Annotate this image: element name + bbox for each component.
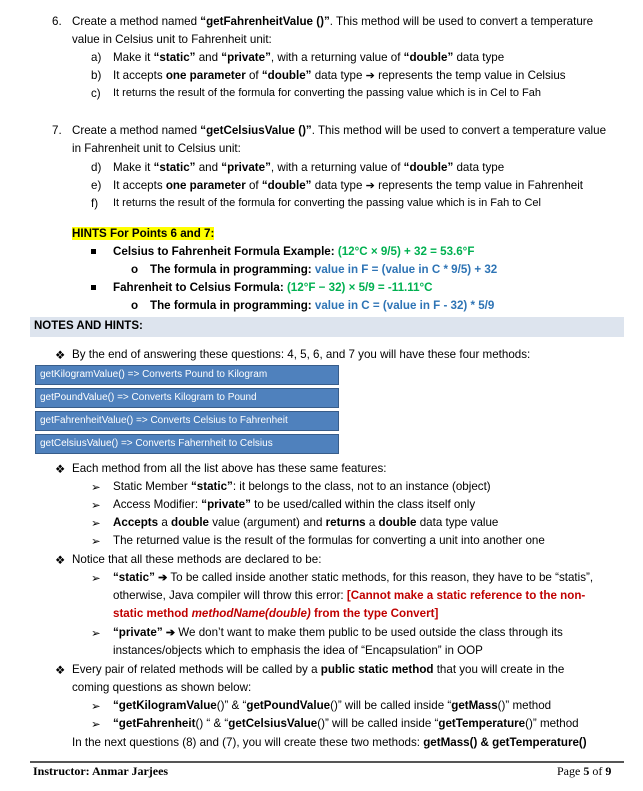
q6-line1: Create a method named “getFahrenheitValue ()”. This method will be used to convert a temperature <box>72 15 594 28</box>
static-line2: otherwise, Java compiler will throw this error: [Cannot make a static reference to the non- <box>113 589 586 602</box>
arrowhead-bullet-icon: ➢ <box>91 572 101 585</box>
static-line3: static method methodName(double) from the type Convert] <box>113 607 439 620</box>
notes-header: NOTES AND HINTS: <box>34 320 143 332</box>
hints-title: HINTS For Points 6 and 7: <box>72 227 215 240</box>
q7-item-d-letter: d) <box>91 161 102 174</box>
features-intro: Each method from all the list above has these same features: <box>72 462 387 475</box>
method-box-pound: getPoundValue() => Converts Kilogram to Pound <box>35 388 339 408</box>
q6-item-b-letter: b) <box>91 69 102 82</box>
q6-item-a-letter: a) <box>91 51 102 64</box>
hint-c2f-programming: The formula in programming: value in F = (value in C * 9/5) + 32 <box>150 263 498 276</box>
footer-page-number: Page 5 of 9 <box>557 764 612 778</box>
feature-accepts: Accepts a double value (argument) and returns a double data type value <box>113 516 499 529</box>
hint-c2f: Celsius to Fahrenheit Formula Example: (12°C × 9/5) + 32 = 53.6°F <box>113 245 475 258</box>
feature-static: Static Member “static”: it belongs to the class, not to an instance (object) <box>113 480 491 493</box>
hint-f2c-programming: The formula in programming: value in C = (value in F - 32) * 5/9 <box>150 299 495 312</box>
arrowhead-bullet-icon: ➢ <box>91 481 101 494</box>
hint-sub-bullet: o <box>131 263 139 276</box>
pair-line2: coming questions as shown below: <box>72 681 252 694</box>
q7-item-f-letter: f) <box>91 197 99 210</box>
arrowhead-bullet-icon: ➢ <box>91 718 101 731</box>
right-arrow-icon: ➔ <box>365 180 375 192</box>
feature-private: Access Modifier: “private” to be used/called within the class itself only <box>113 498 476 511</box>
hint-sub-bullet: o <box>131 299 139 312</box>
q7-item-e: It accepts one parameter of “double” data type ➔ represents the temp value in Fahrenheit <box>113 179 584 192</box>
call-mass: “getKilogramValue()” & “getPoundValue()” will be called inside “getMass()” method <box>113 699 552 712</box>
footer-instructor: Instructor: Anmar Jarjees <box>33 764 169 778</box>
notice-text: Notice that all these methods are declared to be: <box>72 553 322 566</box>
square-bullet-icon <box>91 245 96 258</box>
q6-item-c: It returns the result of the formula for converting the passing value which is in Cel to Fah <box>113 87 541 99</box>
q7-item-d: Make it “static” and “private”, with a returning value of “double” data type <box>113 161 505 174</box>
q7-item-e-letter: e) <box>91 179 102 192</box>
feature-returned: The returned value is the result of the formulas for converting a unit into another one <box>113 534 545 547</box>
arrowhead-bullet-icon: ➢ <box>91 499 101 512</box>
method-box-kilogram: getKilogramValue() => Converts Pound to Kilogram <box>35 365 339 385</box>
private-line2: instances/objects which to emphasis the idea of “Encapsulation” in OOP <box>113 644 483 657</box>
arrowhead-bullet-icon: ➢ <box>91 517 101 530</box>
arrowhead-bullet-icon: ➢ <box>91 627 101 640</box>
q6-item-c-letter: c) <box>91 87 101 100</box>
right-arrow-icon: ➔ <box>365 70 375 82</box>
q6-item-b: It accepts one parameter of “double” data type ➔ represents the temp value in Celsius <box>113 69 566 82</box>
next-questions: In the next questions (8) and (7), you will create these two methods: getMass() & getTemperature() <box>72 736 587 749</box>
pair-line1: Every pair of related methods will be called by a public static method that you will create in the <box>72 663 565 676</box>
hint-f2c: Fahrenheit to Celsius Formula: (12°F − 32) × 5/9 = -11.11°C <box>113 281 433 294</box>
q6-line2: value in Celsius unit to Fahrenheit unit: <box>72 33 272 46</box>
call-temperature: “getFahrenheit() “ & “getCelsiusValue()” will be called inside “getTemperature()” method <box>113 717 579 730</box>
arrowhead-bullet-icon: ➢ <box>91 700 101 713</box>
q6-item-a: Make it “static” and “private”, with a returning value of “double” data type <box>113 51 505 64</box>
method-box-fahrenheit: getFahrenheitValue() => Converts Celsius to Fahrenheit <box>35 411 339 431</box>
diamond-bullet-icon: ❖ <box>55 664 66 677</box>
q7-line2: in Fahrenheit unit to Celsius unit: <box>72 142 241 155</box>
static-line1: “static” ➔ To be called inside another static methods, for this reason, they have to be “statis”, <box>113 571 594 584</box>
q7-item-f: It returns the result of the formula for converting the passing value which is in Fah to Cel <box>113 197 541 209</box>
q7-number: 7. <box>52 124 62 137</box>
q6-number: 6. <box>52 15 62 28</box>
right-arrow-icon: ➔ <box>165 627 176 639</box>
right-arrow-icon: ➔ <box>158 572 168 584</box>
method-box-celsius: getCelsiusValue() => Converts Fahernheit to Celsius <box>35 434 339 454</box>
square-bullet-icon <box>91 281 96 294</box>
diamond-bullet-icon: ❖ <box>55 554 66 567</box>
private-line1: “private” ➔ We don’t want to make them public to be used outside the class through its <box>113 626 563 639</box>
notes-intro: By the end of answering these questions: 4, 5, 6, and 7 you will have these four methods: <box>72 348 531 361</box>
q7-line1: Create a method named “getCelsiusValue ()”. This method will be used to convert a temperature value <box>72 124 607 137</box>
footer-divider <box>30 761 624 763</box>
arrowhead-bullet-icon: ➢ <box>91 535 101 548</box>
diamond-bullet-icon: ❖ <box>55 463 66 476</box>
diamond-bullet-icon: ❖ <box>55 349 66 362</box>
